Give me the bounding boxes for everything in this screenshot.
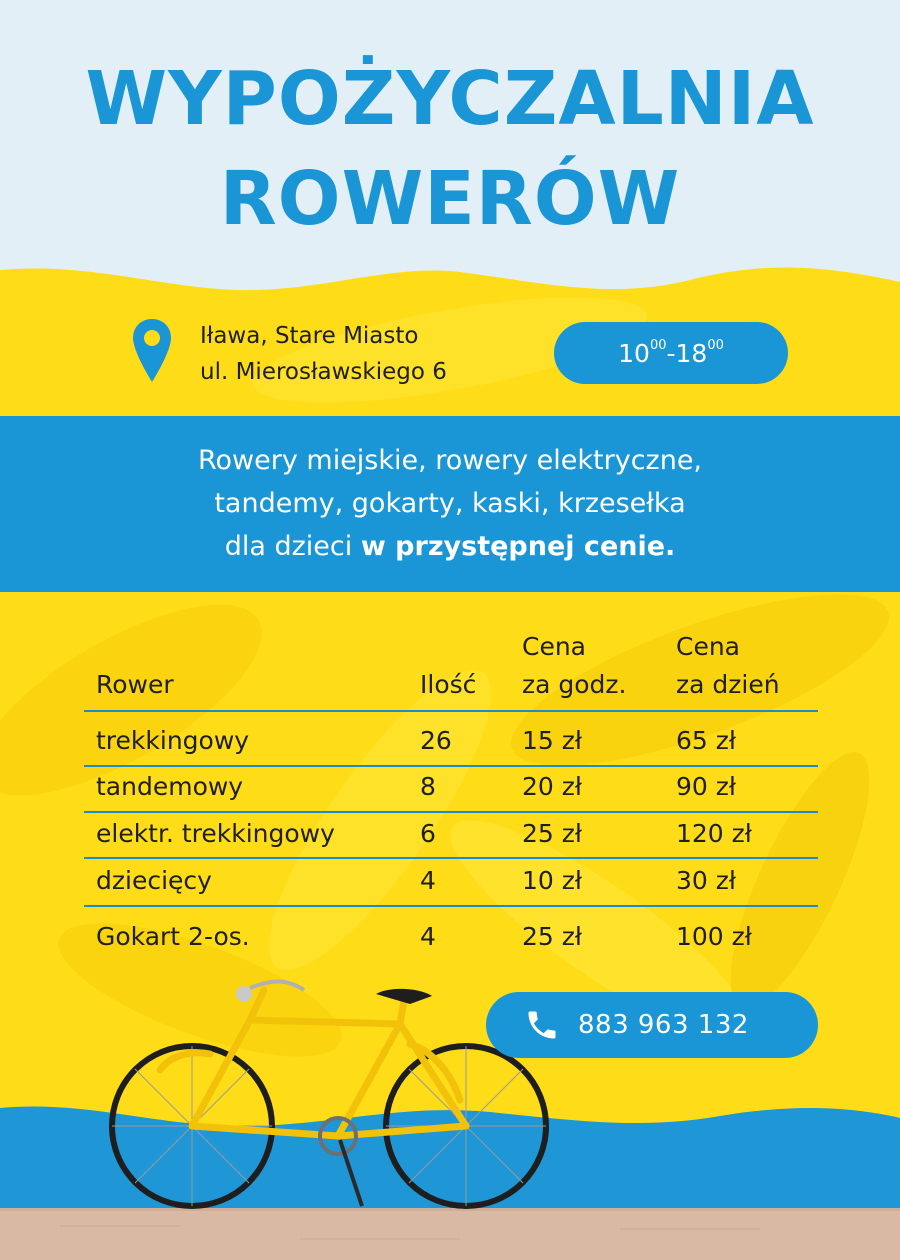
row-4-name: dziecięcy — [96, 866, 212, 895]
row-3-day-price: 120 zł — [676, 819, 752, 848]
row-3-name: elektr. trekkingowy — [96, 819, 335, 848]
row-5-name: Gokart 2-os. — [96, 922, 250, 951]
location-pin-icon — [132, 318, 172, 384]
offer-line-3-normal: dla dzieci — [224, 531, 361, 562]
row-1-qty: 26 — [420, 726, 452, 755]
row-5-hour-price: 25 zł — [522, 922, 582, 951]
table-divider — [84, 905, 818, 907]
header-cena-godz-1: Cena — [522, 632, 587, 661]
row-2-name: tandemowy — [96, 772, 244, 801]
bicycle-spokes — [112, 1046, 546, 1206]
open-hour: 10 — [618, 338, 650, 368]
address-line-2: ul. Mierosławskiego 6 — [200, 359, 447, 385]
table-divider — [84, 710, 818, 712]
header-cena-dzien-1: Cena — [676, 632, 741, 661]
header-rower: Rower — [96, 670, 174, 699]
offer-line-2: tandemy, gokarty, kaski, krzesełka — [214, 488, 686, 519]
row-1-day-price: 65 zł — [676, 726, 736, 755]
header-cena-godz-2: za godz. — [522, 670, 627, 699]
phone-icon — [524, 1007, 560, 1043]
offer-line-3-bold: w przystępnej cenie. — [360, 531, 676, 562]
hours-separator: - — [666, 338, 676, 368]
yellow-bicycle-illustration — [100, 960, 560, 1230]
close-minutes: 00 — [707, 337, 724, 353]
bicycle-saddle — [376, 989, 432, 1004]
header-cena-dzien-2: za dzień — [676, 670, 780, 699]
row-1-hour-price: 15 zł — [522, 726, 582, 755]
table-divider — [84, 765, 818, 767]
table-divider — [84, 857, 818, 859]
bicycle-bell — [236, 986, 252, 1002]
table-divider — [84, 811, 818, 813]
open-minutes: 00 — [649, 337, 667, 353]
row-4-day-price: 30 zł — [676, 866, 736, 895]
bicycle-handlebar — [250, 982, 304, 991]
close-hour: 18 — [675, 338, 708, 368]
phone-contact-badge[interactable] — [486, 992, 818, 1058]
offer-line-1: Rowery miejskie, rowery elektryczne, — [197, 445, 703, 476]
row-4-hour-price: 10 zł — [522, 866, 582, 895]
row-5-qty: 4 — [420, 922, 436, 951]
offer-band — [0, 416, 900, 592]
row-2-day-price: 90 zł — [676, 772, 736, 801]
opening-hours-badge — [554, 322, 788, 384]
offer-line-3 — [0, 525, 900, 568]
header-ilosc: Ilość — [420, 670, 477, 699]
row-4-qty: 4 — [420, 866, 436, 895]
title-line-2: ROWERÓW — [219, 156, 681, 242]
title-line-1: WYPOŻYCZALNIA — [85, 56, 815, 142]
row-5-day-price: 100 zł — [676, 922, 752, 951]
phone-number: 883 963 132 — [578, 1010, 749, 1040]
top-light-band — [0, 0, 900, 290]
row-3-hour-price: 25 zł — [522, 819, 582, 848]
address-line-1: Iława, Stare Miasto — [200, 323, 419, 349]
row-2-qty: 8 — [420, 772, 436, 801]
row-3-qty: 6 — [420, 819, 436, 848]
row-1-name: trekkingowy — [96, 726, 250, 755]
row-2-hour-price: 20 zł — [522, 772, 582, 801]
